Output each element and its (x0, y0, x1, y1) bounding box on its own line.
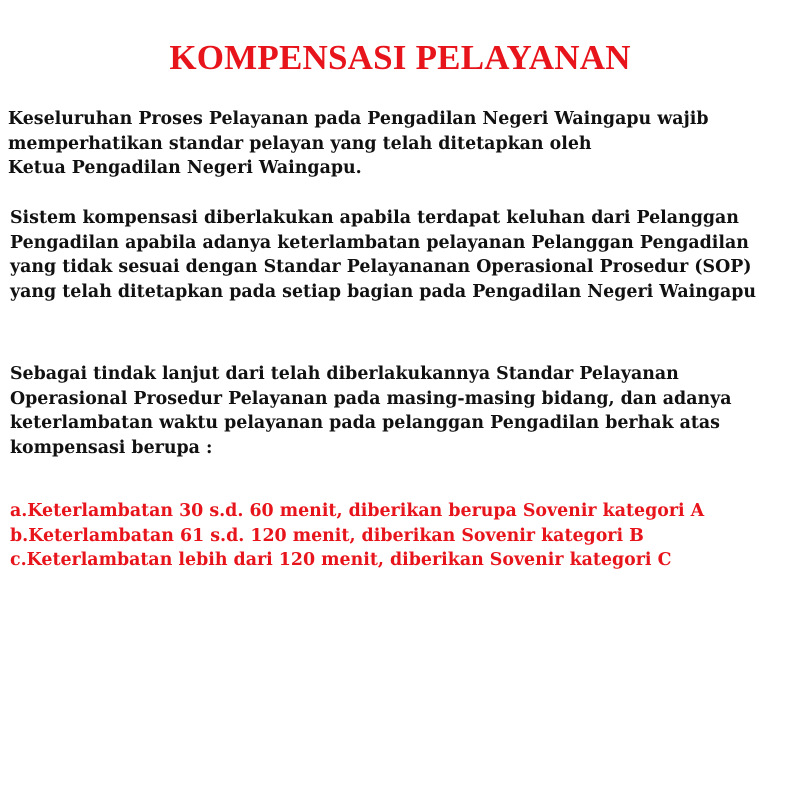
paragraph-line: Ketua Pengadilan Negeri Waingapu. (8, 158, 362, 178)
paragraph-line: Sistem kompensasi diberlakukan apabila terdapat keluhan dari Pelanggan (10, 208, 739, 228)
compensation-list (10, 499, 704, 573)
paragraph-line: keterlambatan waktu pelayanan pada pelanggan Pengadilan berhak atas (10, 413, 720, 433)
paragraph-line: Sebagai tindak lanjut dari telah diberlakukannya Standar Pelayanan (10, 364, 679, 384)
paragraph-line: Keseluruhan Proses Pelayanan pada Pengadilan Negeri Waingapu wajib (8, 109, 709, 129)
paragraph-compensation-system (10, 206, 756, 304)
paragraph-line: Pengadilan apabila adanya keterlambatan pelayanan Pelanggan Pengadilan (10, 232, 749, 253)
paragraph-line: kompensasi berupa : (10, 437, 213, 458)
paragraph-follow-up (10, 362, 732, 460)
compensation-item-b: b.Keterlambatan 61 s.d. 120 menit, diberikan Sovenir kategori B (10, 525, 644, 546)
page-title: KOMPENSASI PELAYANAN (169, 38, 631, 77)
paragraph-line: memperhatikan standar pelayan yang telah ditetapkan oleh (8, 133, 592, 154)
paragraph-line: yang tidak sesuai dengan Standar Pelayananan Operasional Prosedur (SOP) (10, 257, 752, 277)
paragraph-service-standard (8, 107, 709, 181)
compensation-item-a: a.Keterlambatan 30 s.d. 60 menit, diberikan berupa Sovenir kategori A (10, 501, 705, 521)
paragraph-line: yang telah ditetapkan pada setiap bagian pada Pengadilan Negeri Waingapu (10, 281, 757, 302)
compensation-item-c: c.Keterlambatan lebih dari 120 menit, diberikan Sovenir kategori C (10, 550, 672, 570)
paragraph-line: Operasional Prosedur Pelayanan pada masing-masing bidang, dan adanya (10, 388, 732, 409)
